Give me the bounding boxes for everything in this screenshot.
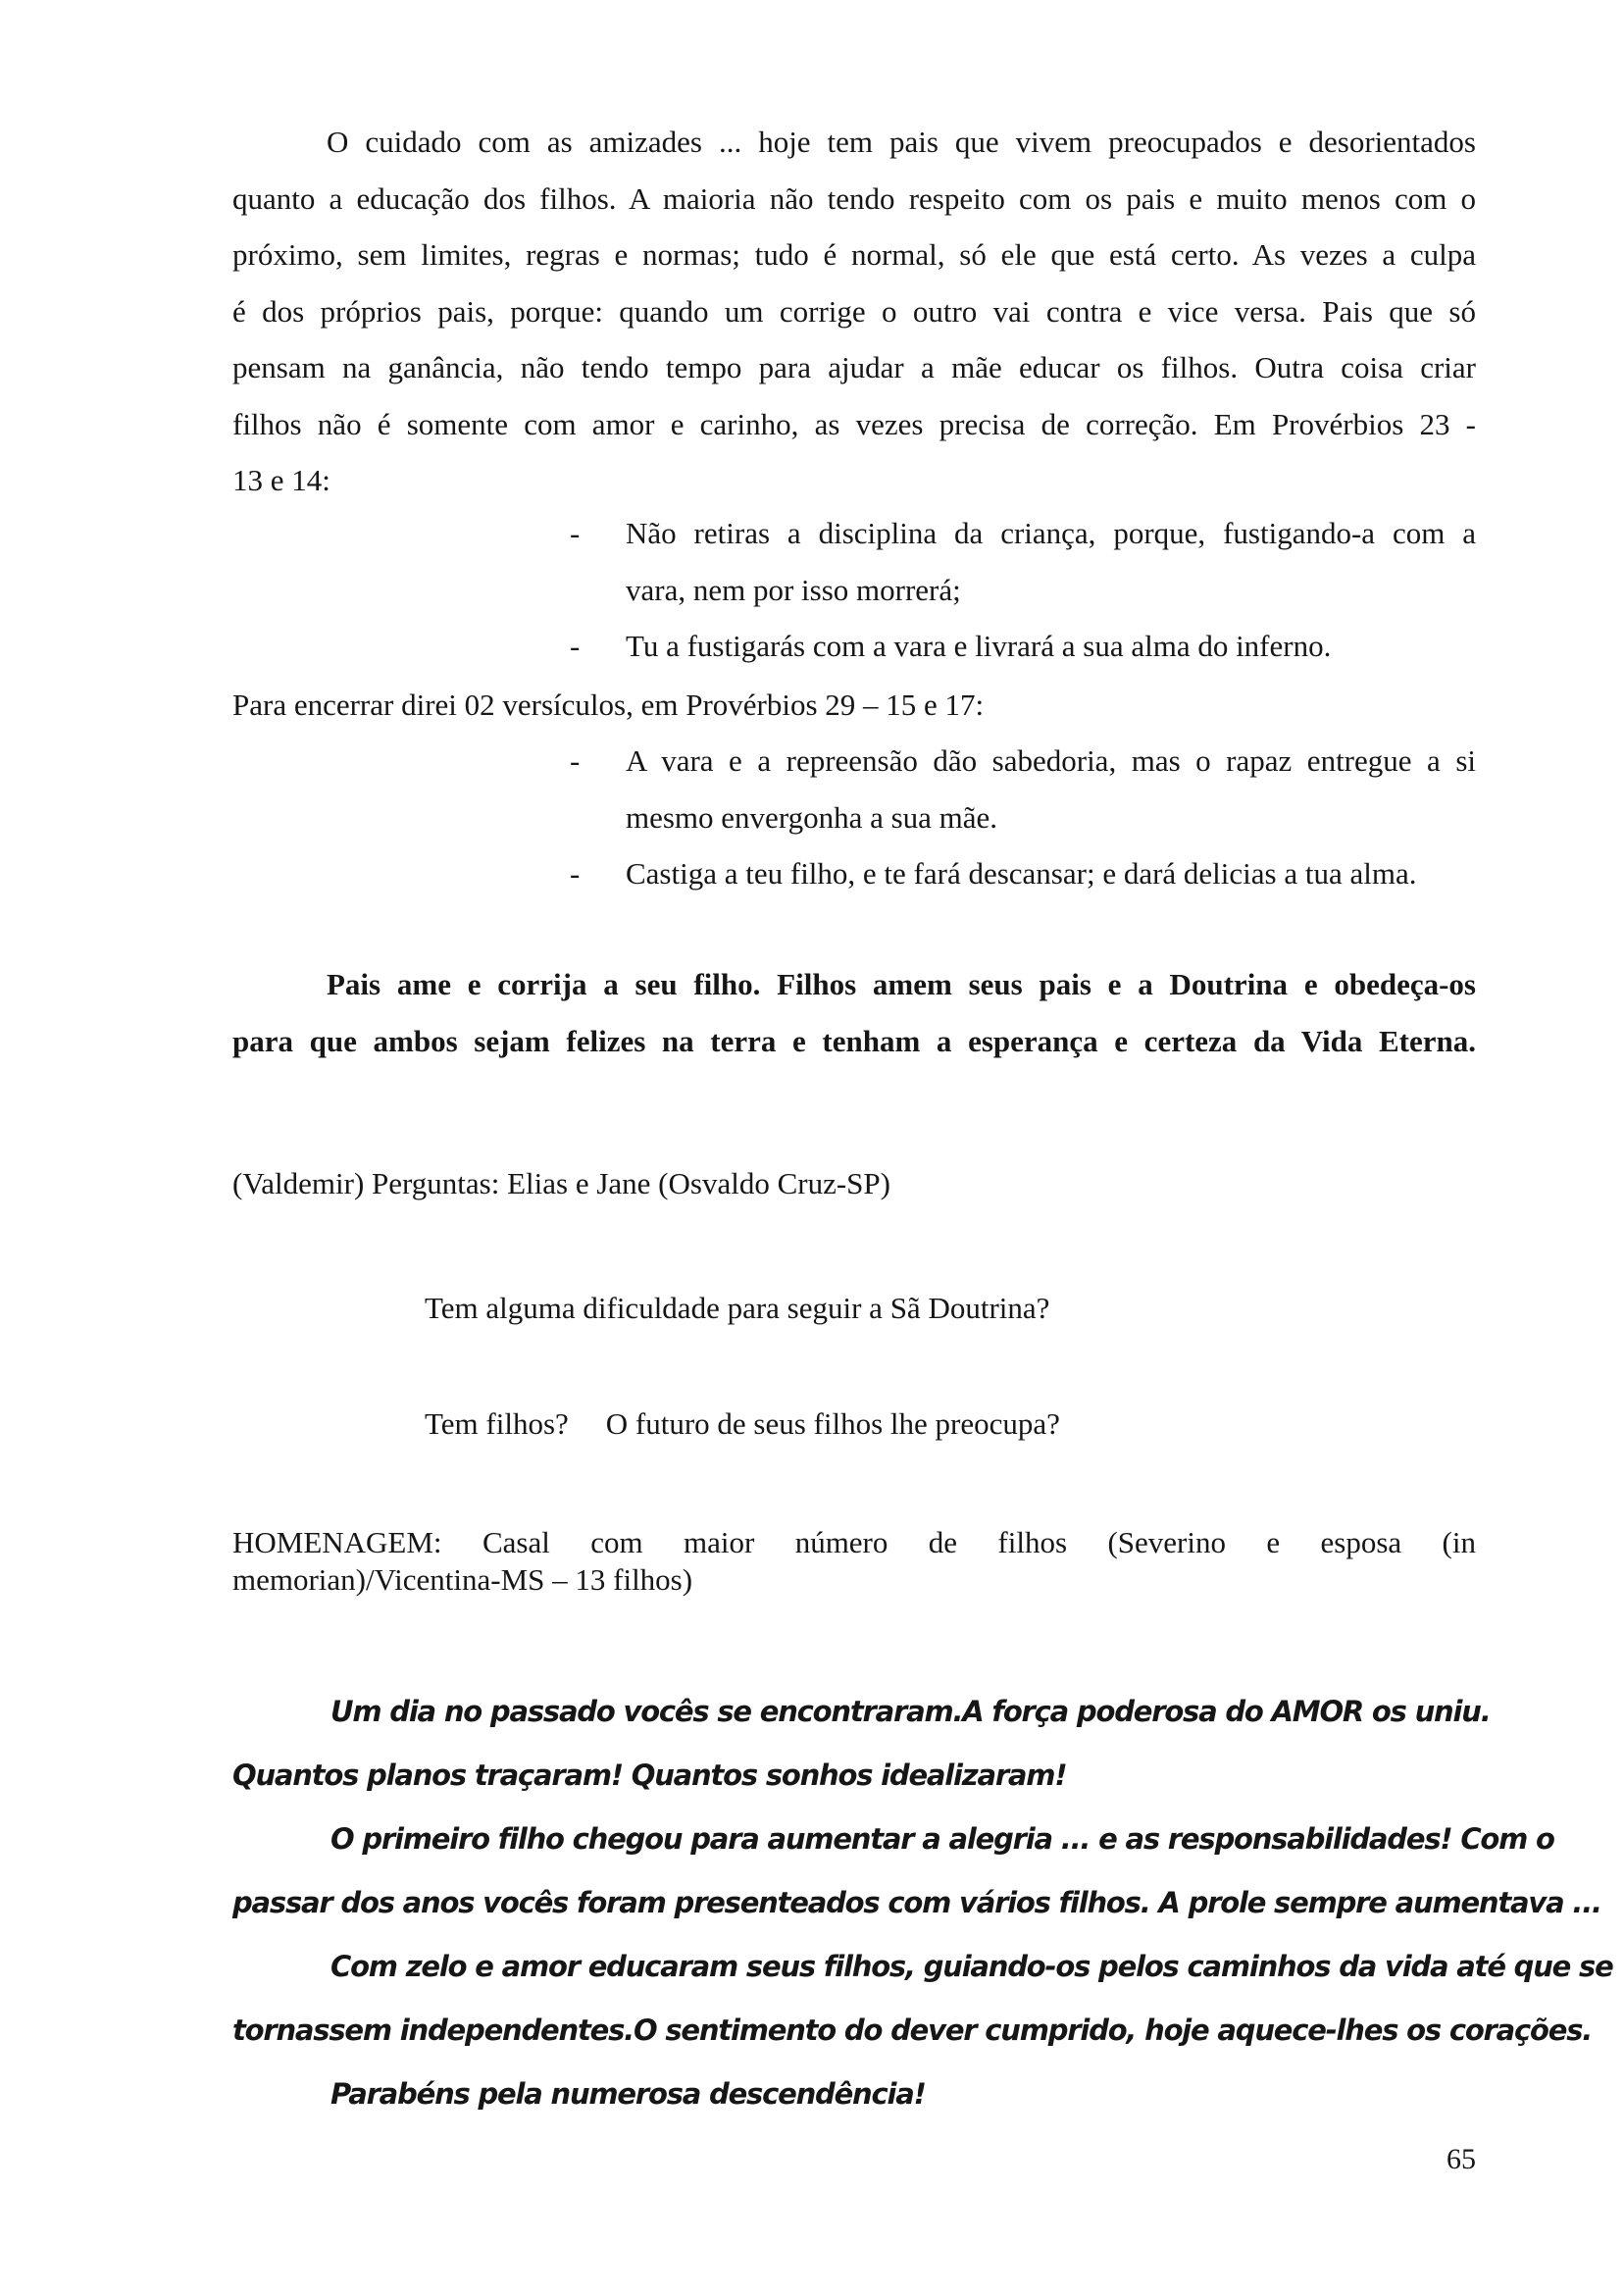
text-line: memorian)/Vicentina-MS – 13 filhos) [232,1562,693,1597]
dash-bullet: - [570,856,581,891]
text-line: Para encerrar direi 02 versículos, em Provérbios 29 – 15 e 17: [232,688,985,722]
dash-bullet: - [570,629,581,663]
quote-item [570,618,1476,675]
text-line: 13 e 14: [232,463,330,497]
text-line: (Valdemir) Perguntas: Elias e Jane (Osvaldo Cruz-SP) [232,1166,890,1200]
quote-line: vara, nem por isso morrerá; [626,572,961,607]
tribute-line: tornassem independentes.O sentimento do dever cumprido, hoje aquece-lhes os corações. [232,2014,1593,2047]
text-line: O cuidado com as amizades ... hoje tem pais que vivem preocupados e desorientados [327,125,1476,159]
intro-paragraph [232,114,1476,509]
tribute-line: Parabéns pela numerosa descendência! [330,2077,926,2111]
dash-bullet: - [570,516,581,550]
quote-item [570,505,1476,618]
tribute-line: Um dia no passado vocês se encontraram.A força poderosa do AMOR os uniu. [330,1695,1491,1728]
exhortation-paragraph [232,956,1476,1070]
proverbs-23-quote [570,505,1476,675]
text-line: pensam na ganância, não tendo tempo para ajudar a mãe educar os filhos. Outra coisa criar [232,350,1476,384]
proverbs-29-quote [570,733,1476,902]
quote-line: A vara e a repreensão dão sabedoria, mas o rapaz entregue a si [626,743,1476,778]
question-text: Tem filhos? [425,1406,569,1441]
text-line: próximo, sem limites, regras e normas; tudo é normal, só ele que está certo. As vezes a culpa [232,237,1476,272]
text-line: HOMENAGEM: Casal com maior número de filhos (Severino e esposa (in [232,1525,1476,1559]
speaker-line [232,1162,1476,1205]
text-line: é dos próprios pais, porque: quando um corrige o outro vai contra e vice versa. Pais que só [232,293,1476,329]
quote-line: Castiga a teu filho, e te fará descansar; e dará delicias a tua alma. [626,856,1417,891]
quote-item [570,845,1476,902]
tribute-line: Com zelo e amor educaram seus filhos, guiando-os pelos caminhos da vida até que se [330,1950,1613,1983]
page-number: 65 [1446,2143,1476,2175]
question-1 [425,1287,1049,1330]
quote-line: Não retiras a disciplina da criança, porque, fustigando-a com a [626,516,1476,550]
text-line: para que ambos sejam felizes na terra e tenham a esperança e certeza da Vida Eterna. [232,1024,1476,1058]
tribute-line: Quantos planos traçaram! Quantos sonhos idealizaram! [232,1759,1067,1792]
homenagem-paragraph [232,1524,1476,1599]
quote-line: Tu a fustigarás com a vara e livrará a sua alma do inferno. [626,629,1332,663]
quote-item [570,733,1476,845]
question-2 [425,1402,1060,1446]
tribute-message [232,1680,1613,2126]
text-line: Pais ame e corrija a seu filho. Filhos amem seus pais e a Doutrina e obedeça-os [327,967,1476,1001]
question-text: O futuro de seus filhos lhe preocupa? [605,1406,1060,1441]
quote-line: mesmo envergonha a sua mãe. [626,799,998,835]
text-line: filhos não é somente com amor e carinho, as vezes precisa de correção. Em Provérbios 23 - [232,406,1476,441]
tribute-line: O primeiro filho chegou para aumentar a alegria ... e as responsabilidades! Com o [330,1822,1554,1856]
closing-line [232,677,1476,734]
tribute-line: passar dos anos vocês foram presenteados com vários filhos. A prole sempre aumentava ... [232,1886,1601,1919]
text-line: quanto a educação dos filhos. A maioria não tendo respeito com os pais e muito menos com o [232,180,1476,216]
dash-bullet: - [570,743,581,778]
question-text: Tem alguma dificuldade para seguir a Sã Doutrina? [425,1291,1050,1325]
